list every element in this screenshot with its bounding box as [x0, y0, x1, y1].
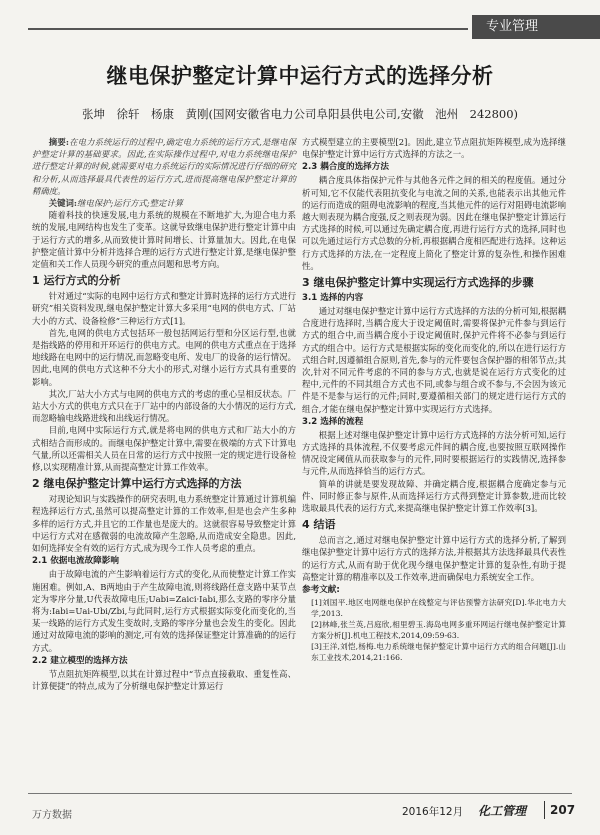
section-3-heading: 3 继电保护整定计算中实现运行方式选择的步骤 [302, 276, 534, 290]
section-2-3-heading: 2.3 耦合度的选择方法 [302, 162, 389, 173]
section-3-1-heading: 3.1 选择的内容 [302, 293, 364, 304]
footer-separator [544, 801, 545, 819]
s1-paragraph-4: 目前,电网中实际运行方式,就是将电网的供电方式和厂站大小的方式相结合而形成的。而继电保护整定计算中,需要在极端的方式下计算电气量,所以还需相关人员在日常的运行方式中按照一定的规定进行设备检修,以实现精准计算,从而提高整定计算工作效率。 [32, 425, 296, 473]
abstract [32, 136, 296, 197]
reference-item: [3]王洋,刘恺,杨梅.电力系统继电保护整定计算中运行方式的组合问题[J].山东工业技术,2014,21:166. [311, 642, 566, 663]
s1-paragraph-2: 首先,电网的供电方式包括环一般包括网运行型和分区运行型,也就是指线路的停用和开环运行的供电方式。电网的供电方式重点在于选择地线路在电网中的运行情况,而忽略变电所、发电厂的设备的运行情况。因此,电网的供电方式这种不分大小的形式,对继小运行方式具有重要的影响。 [32, 327, 296, 387]
header-rule [28, 28, 468, 30]
references-list [302, 597, 566, 663]
s1-paragraph-1: 针对通过“实际的电网中运行方式和整定计算时选择的运行方式进行研究”相关资料发现,继电保护整定计算大多采用“电网的供电方式、厂站大小的方式、设备检修”三种运行方式[1]。 [32, 291, 296, 326]
s2-2-paragraph: 节点阻抗矩阵模型,以其在计算过程中“节点直接截取、重复性高、计算便捷”的特点,成为了分析继电保护整定计算运行 [32, 668, 296, 691]
s1-paragraph-3: 其次,厂站大小方式与电网的供电方式的考虑的重心呈相反状态。厂站大小方式的供电方式只在于厂站中的内部设备的大小情况的运行方式,而忽略输电线路进线和出线运行情况。 [32, 388, 296, 424]
section-1-heading: 1 运行方式的分析 [32, 274, 121, 288]
section-2-1-heading: 2.1 依据电流故障影响 [32, 556, 119, 567]
keywords-text: 继电保护;运行方式;整定计算 [77, 198, 184, 209]
page-number: 207 [550, 803, 576, 817]
article-authors: 张坤 徐轩 杨康 黄刚(国网安徽省电力公司阜阳县供电公司,安徽 池州 242800) [81, 107, 519, 121]
left-column [32, 136, 296, 692]
s2-1-paragraph: 由于故障电流的产生影响着运行方式的变化,从而使整定计算工作实施困难。例如,A、B两地由于产生故障电流,则将线路任意支路中某节点定为零序分量,U代表故障电压;Uabi=Zaici·Iabi,那么支路的零序分量将为:Iabi=Uai-Ubi/Zbi,与此同时,运行方式根据实际变化而变化的,当某一线路的运行方式发生变故时,支路的零序分量也会发生的变化。因此通过对故障电流的影响的测定,可有效的选择保证整定计算准确的的运行方式。 [32, 569, 296, 653]
s4-paragraph: 总而言之,通过对继电保护整定计算中运行方式的选择分析,了解到继电保护整定计算中运行方式的选择方法,并根据其方法选择最具代表性的运行方式,从而有助于优化现今继电保护整定计算的复杂性,有助于提高整定计算的精准率以及工作效率,进而确保电力系统安全工作。 [302, 535, 566, 582]
section-2-2-heading: 2.2 建立模型的选择方法 [32, 655, 128, 666]
s3-1-paragraph: 通过对继电保护整定计算中运行方式选择的方法的分析可知,根据耦合度进行选择时,当耦合度大于设定阈值时,需要将保护元件参与到运行方式的组合中,而当耦合度小于设定阈值时,保护元件将不必参与到运行方式的组合中。运行方式是根据实际的变化而变化的,所以在进行运行方式组合时,因遵循组合原则,首先,参与的元件要包含保护器的相邻节点;其次,针对不同元件考虑的不同的参与方式,也就是说在运行方式变化的过程中,元件的不同其组合方式也不同,或参与组合或不参与,不会因为该元件是不是参与运行的元件;同时,要遵循相关部门的规定进行运行方式的组合,才能在继电保护整定计算中实现运行方式选择。 [302, 306, 566, 414]
intro-paragraph: 随着科技的快速发展,电力系统的规模在不断地扩大,为迎合电力系统的发展,电网结构也发生了变革。这就导致继电保护进行整定计算中由于运行方式的增多,从而致使计算时间增长、计算量加大。因此,在电保护整定值计算中分析并选择合理的运行方式进行整定计算,是继电保护整定值和关工作人员现今研究的重点问题和思考方向。 [32, 210, 296, 270]
s2-3-paragraph: 耦合度具体指保护元件与其他各元件之间的相关的程度值。通过分析可知,它不仅能代表阻抗变化与电流之间的关系,也能表示出其他元件的运行而造成的阻碍电流影响的程度,当其他元件的运行对阻碍电流影响越大则表现为耦合度强,反之则表现为弱。因此在继电保护整定计算运行方式选择的时候,可以通过先确定耦合度,再进行运行方式的选择,同时也可以先通过运行方式总数的分析,再根据耦合度相匹配进行选择。这种运行方式选择的方法,在一定程度上简化了整定计算的复杂性,和操作困难性。 [302, 175, 566, 271]
article-title: 继电保护整定计算中运行方式的选择分析 [106, 64, 494, 88]
references-heading: 参考文献: [302, 585, 340, 596]
section-tag: 专业管理 [472, 15, 600, 39]
abstract-text: 在电力系统运行的过程中,确定电力系统的运行方式,是继电保护整定计算的基础要求。因此,在实际操作过程中,对电力系统继电保护进行整定计算的时候,就需要对电力系统运行的实际情况进行仔细的研究和分析,从而选择最具代表性的运行方式,进而提高继电保护整定计算的精确度。 [32, 137, 297, 196]
abstract-label: 摘要: [48, 137, 69, 147]
right-column [302, 136, 566, 663]
s3-2-paragraph-2: 简单的讲就是要发现故障、并确定耦合度,根据耦合度确定参与元件、同时修正参与原件,从而选择运行方式得到整定计算参数,进而比较选取最具代表的运行方式,来提高继电保护整定计算工作效率[3]。 [302, 478, 566, 514]
reference-item: [2]林峰,张兰英,吕庭欣,相里碧玉.海岛电网多重环网运行继电保护整定计算方案分析[J].机电工程技术,2014,09:59-63. [311, 620, 566, 641]
footer-source: 万方数据 [32, 810, 72, 821]
s3-2-paragraph-1: 根据上述对继电保护整定计算中运行方式选择的方法分析可知,运行方式选择的具体流程,不仅要考虑元件间的耦合度,也要按照互联网操作情况设定阈值从而获取参与的元件,同时要根据运行的实践情况,选择参与元件,从而选择恰当的运行方式。 [302, 429, 566, 477]
reference-item: [1]刘国平.地区电网继电保护在线整定与评估预警方法研究[D].华北电力大学,2013. [311, 598, 566, 619]
continued-paragraph: 方式模型建立的主要模型[2]。因此,建立节点阻抗矩阵模型,成为选择继电保护整定计算中运行方式选择的方法之一。 [302, 137, 566, 160]
footer-rule [28, 793, 572, 794]
footer-journal: 化工管理 [478, 804, 527, 818]
section-3-2-heading: 3.2 选择的流程 [302, 416, 364, 427]
s2-intro: 对现论知识与实践操作的研究表明,电力系统整定计算通过计算机编程选择运行方式,虽然可以提高整定计算的工作效率,但是也会产生多种多样的运行方式,并且它的工作量也是庞大的。这就很容易导致整定计算中运行方式对在感微弱的电流故障产生忽略,从而造成安全隐患。因此,如何选择安全有效的运行方式,成为现今工作人员考虑的重点。 [32, 494, 296, 554]
keywords-label: 关键词: [48, 198, 78, 209]
section-2-heading: 2 继电保护整定计算中运行方式选择的方法 [32, 477, 242, 491]
footer-date: 2016年12月 [402, 806, 464, 818]
section-4-heading: 4 结语 [302, 518, 336, 532]
keywords [32, 197, 296, 209]
